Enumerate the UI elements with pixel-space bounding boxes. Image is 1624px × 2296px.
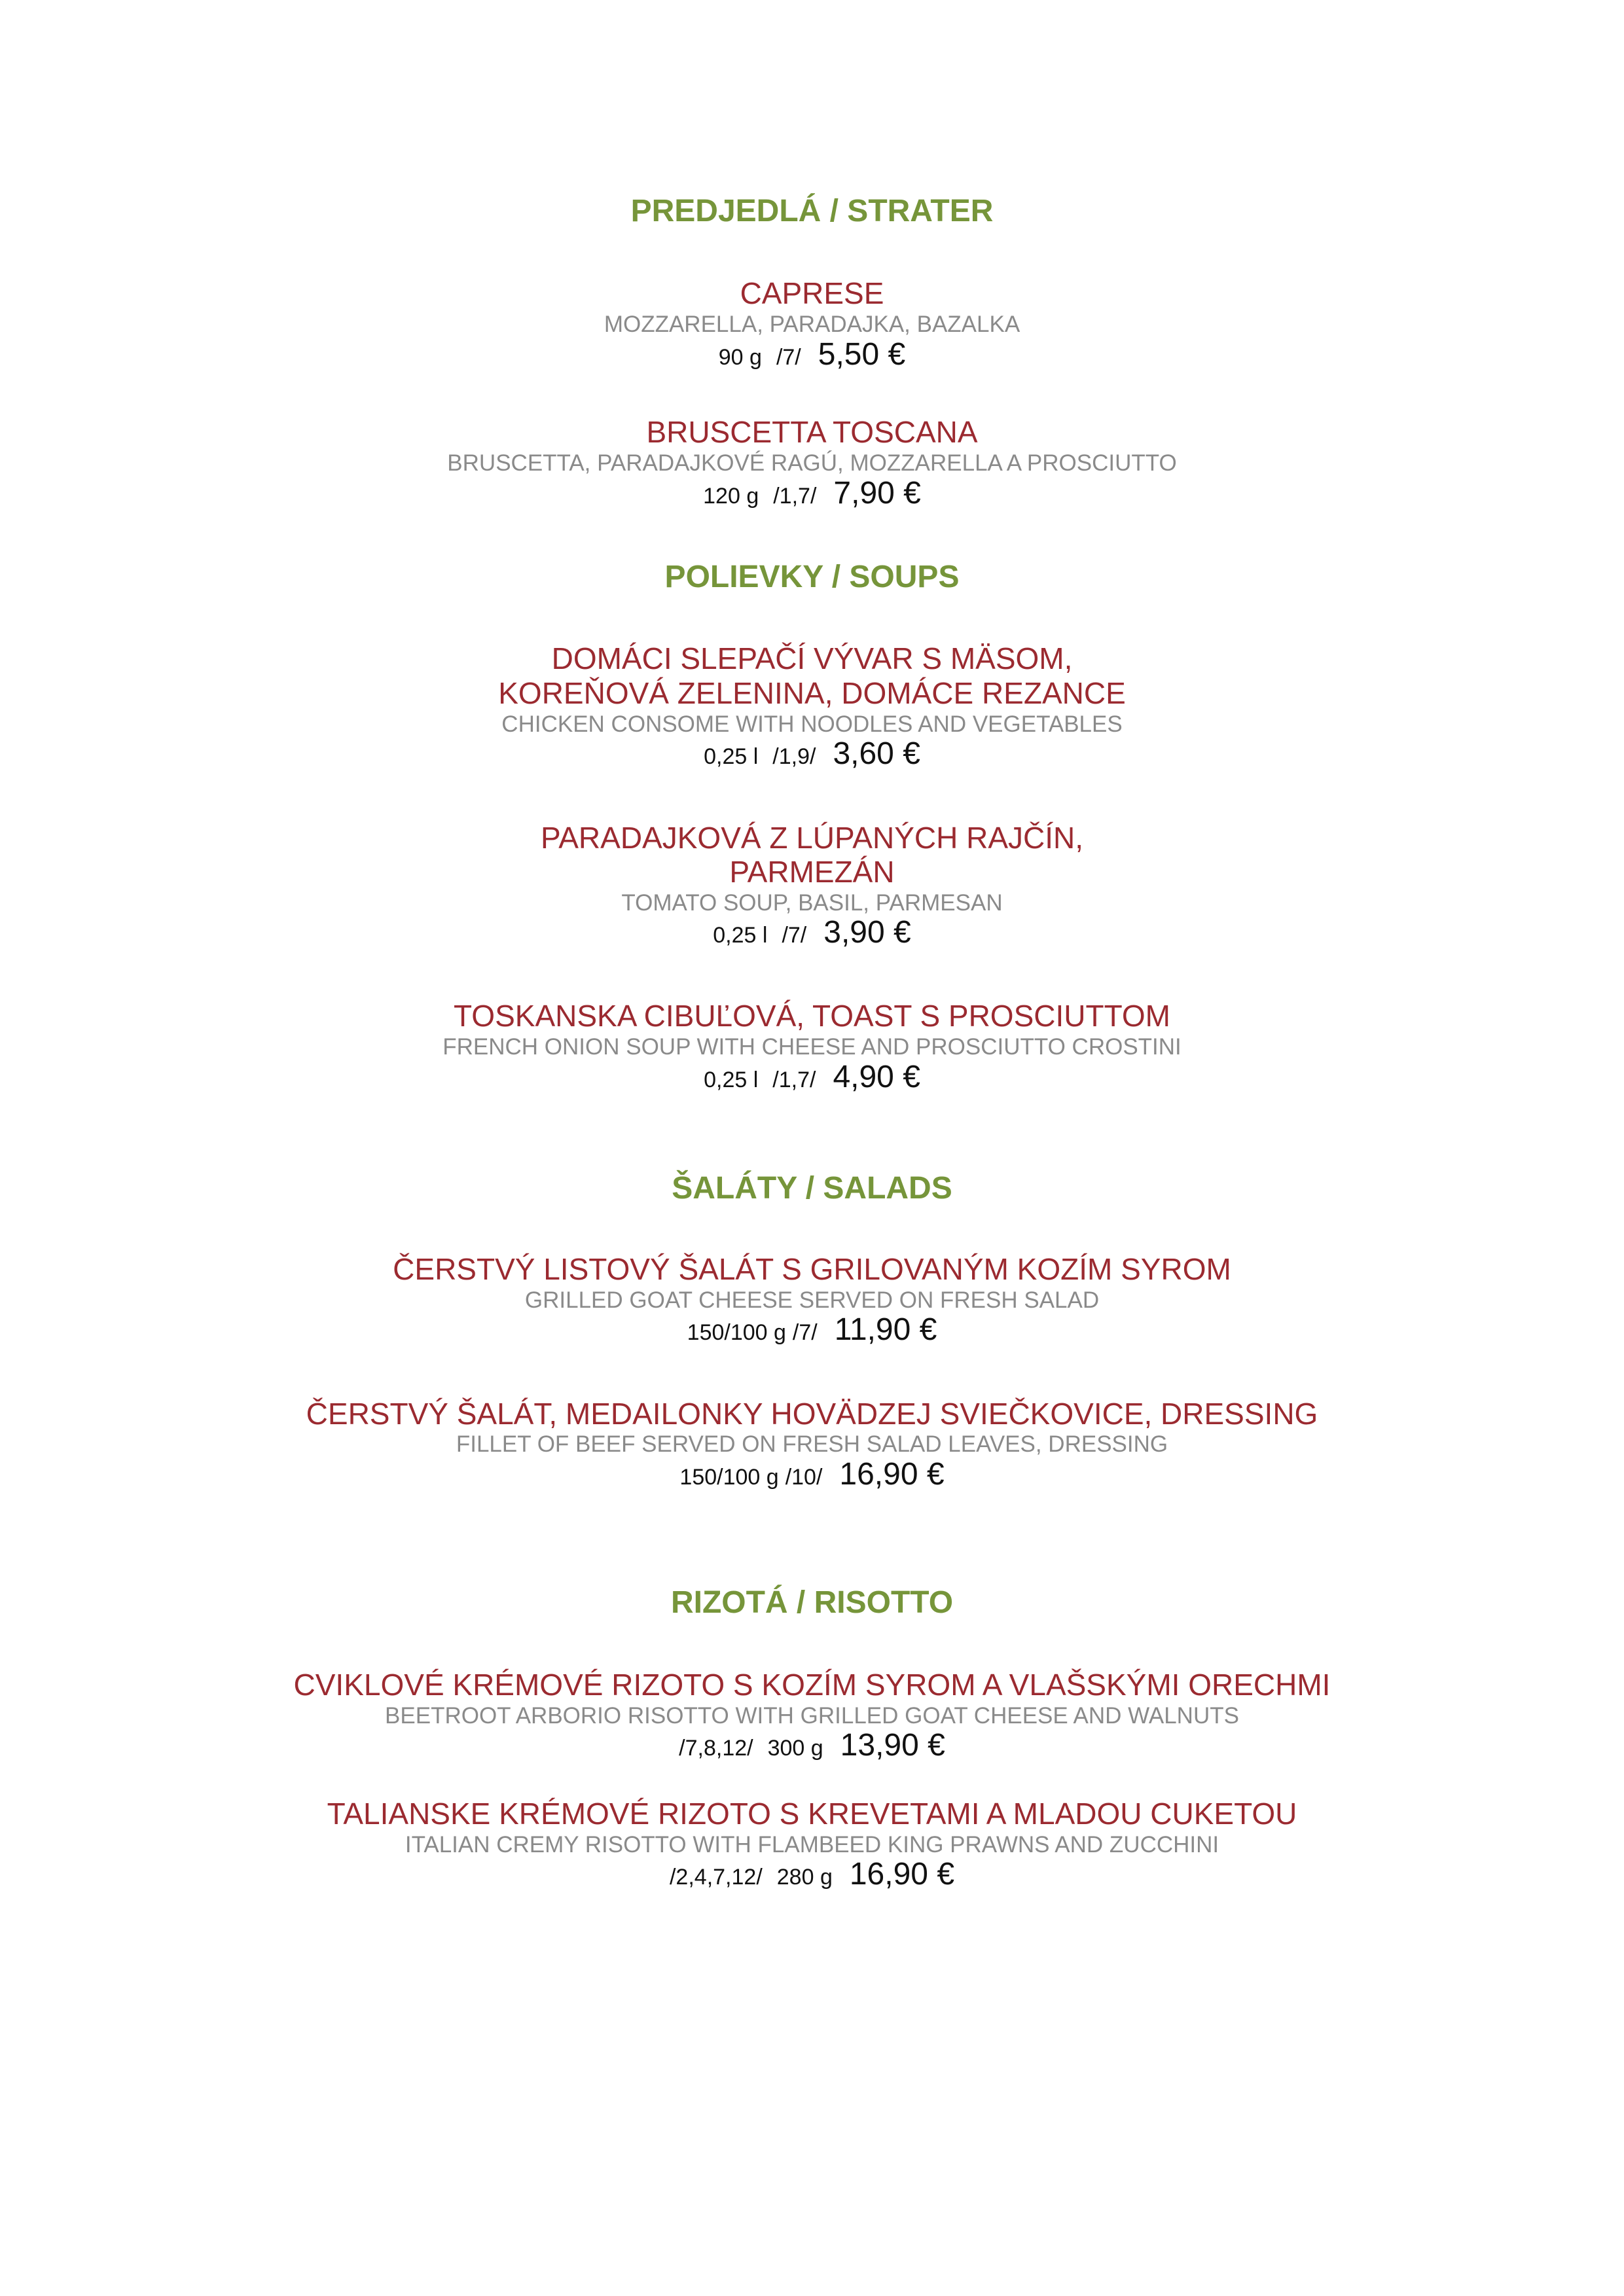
dish-allergens: /7,8,12/	[679, 1736, 753, 1761]
dish-weight: 0,25 l	[704, 744, 759, 769]
dish-weight: 280 g	[776, 1865, 833, 1890]
dish-description: BRUSCETTA, PARADAJKOVÉ RAGÚ, MOZZARELLA A PROSCIUTTO	[447, 450, 1177, 476]
dish-weight: 300 g	[767, 1736, 823, 1761]
dish-price: 7,90 €	[833, 476, 921, 511]
dish-allergens: /1,9/	[772, 744, 816, 769]
dish-name-line-2: PARMEZÁN	[729, 855, 895, 889]
dish-weight: 150/100 g	[687, 1320, 786, 1345]
dish-name: TOSKANSKA CIBUĽOVÁ, TOAST S PROSCIUTTOM	[454, 999, 1170, 1033]
dish-description: MOZZARELLA, PARADAJKA, BAZALKA	[604, 312, 1020, 337]
dish-name: CVIKLOVÉ KRÉMOVÉ RIZOTO S KOZÍM SYROM A VLAŠSKÝMI ORECHMI	[293, 1668, 1331, 1702]
dish-allergens: /7/	[782, 923, 807, 948]
dish-description: CHICKEN CONSOME WITH NOODLES AND VEGETABLES	[501, 711, 1123, 737]
dish-description: FILLET OF BEEF SERVED ON FRESH SALAD LEAVES, DRESSING	[456, 1431, 1168, 1457]
dish-price: 16,90 €	[849, 1857, 955, 1892]
dish-description: ITALIAN CREMY RISOTTO WITH FLAMBEED KING PRAWNS AND ZUCCHINI	[405, 1832, 1219, 1857]
dish-meta	[0, 738, 1624, 770]
dish-description: GRILLED GOAT CHEESE SERVED ON FRESH SALAD	[524, 1287, 1100, 1313]
dish-meta	[0, 339, 1624, 370]
dish-price: 5,50 €	[818, 337, 906, 372]
dish-description: TOMATO SOUP, BASIL, PARMESAN	[621, 890, 1003, 916]
dish-price: 3,60 €	[833, 736, 920, 771]
dish-price: 3,90 €	[823, 915, 911, 950]
dish-weight: 150/100 g	[679, 1465, 779, 1490]
dish-name: CAPRESE	[740, 276, 884, 310]
section-title-soups: POLIEVKY / SOUPS	[664, 560, 960, 594]
dish-weight: 120 g	[703, 484, 759, 509]
dish-meta	[0, 478, 1624, 509]
dish-meta	[0, 1859, 1624, 1890]
dish-name: BRUSCETTA TOSCANA	[646, 415, 978, 449]
dish-meta	[0, 1314, 1624, 1346]
section-title-starters: PREDJEDLÁ / STRATER	[630, 194, 994, 228]
dish-price: 16,90 €	[839, 1457, 945, 1492]
dish-price: 4,90 €	[833, 1060, 920, 1094]
dish-name: PARADAJKOVÁ Z LÚPANÝCH RAJČÍN,	[540, 821, 1083, 855]
dish-name-line-2: KOREŇOVÁ ZELENINA, DOMÁCE REZANCE	[498, 676, 1126, 710]
dish-allergens: /2,4,7,12/	[669, 1865, 763, 1890]
dish-allergens: /7/	[792, 1320, 818, 1345]
dish-allergens: /1,7/	[772, 1067, 816, 1092]
dish-meta	[0, 1459, 1624, 1490]
dish-name: TALIANSKE KRÉMOVÉ RIZOTO S KREVETAMI A MLADOU CUKETOU	[327, 1797, 1297, 1831]
dish-meta	[0, 1730, 1624, 1761]
dish-name: ČERSTVÝ ŠALÁT, MEDAILONKY HOVÄDZEJ SVIEČKOVICE, DRESSING	[306, 1397, 1318, 1431]
dish-description: FRENCH ONION SOUP WITH CHEESE AND PROSCIUTTO CROSTINI	[442, 1034, 1182, 1060]
dish-allergens: /10/	[785, 1465, 823, 1490]
dish-meta	[0, 917, 1624, 948]
dish-weight: 0,25 l	[713, 923, 768, 948]
dish-name: ČERSTVÝ LISTOVÝ ŠALÁT S GRILOVANÝM KOZÍM SYROM	[393, 1252, 1231, 1286]
dish-meta	[0, 1062, 1624, 1093]
section-title-salads: ŠALÁTY / SALADS	[672, 1171, 952, 1206]
dish-weight: 0,25 l	[704, 1067, 759, 1092]
dish-price: 11,90 €	[834, 1312, 937, 1347]
dish-weight: 90 g	[718, 345, 762, 370]
dish-description: BEETROOT ARBORIO RISOTTO WITH GRILLED GOAT CHEESE AND WALNUTS	[385, 1703, 1239, 1729]
dish-price: 13,90 €	[840, 1728, 945, 1763]
dish-name: DOMÁCI SLEPAČÍ VÝVAR S MÄSOM,	[551, 641, 1073, 675]
section-title-risotto: RIZOTÁ / RISOTTO	[670, 1585, 954, 1620]
dish-allergens: /7/	[776, 345, 801, 370]
dish-allergens: /1,7/	[773, 484, 817, 509]
